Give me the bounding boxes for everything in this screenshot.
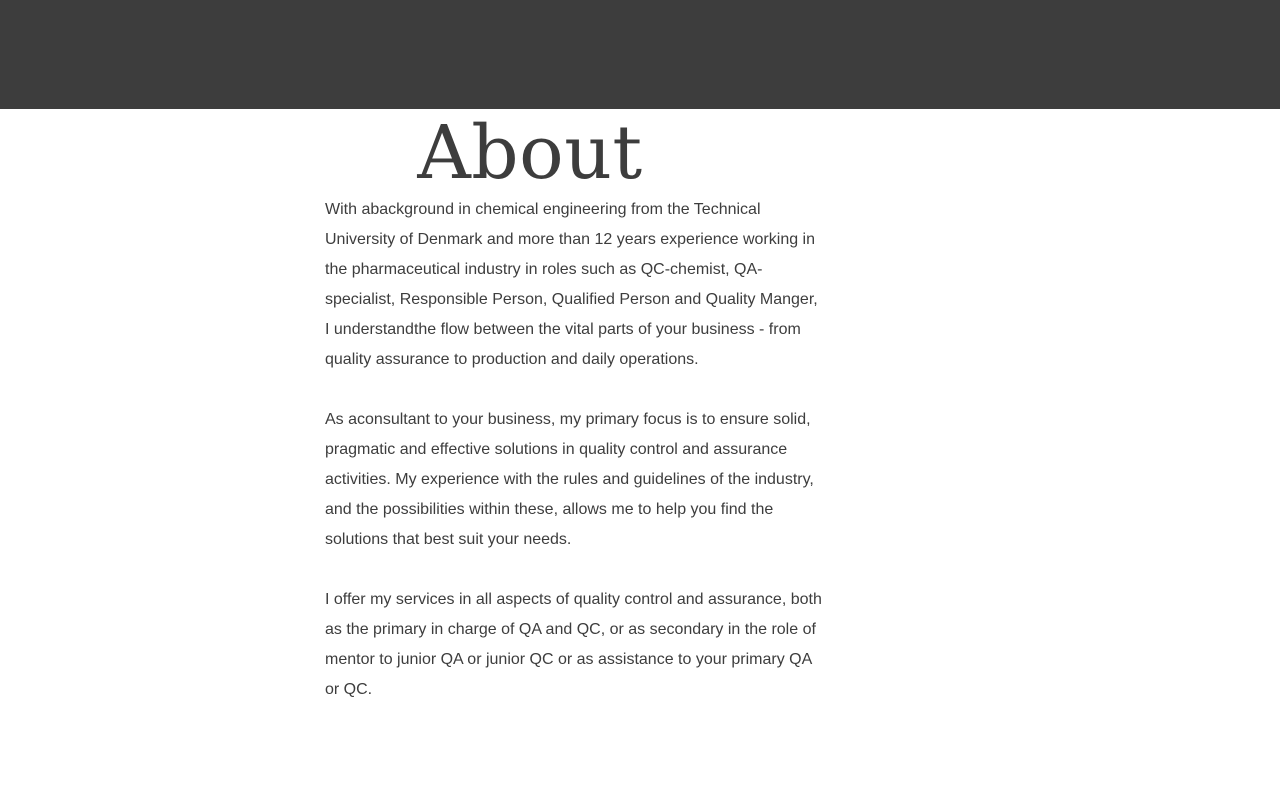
header-bar [0, 0, 1280, 109]
about-paragraph-services: I offer my services in all aspects of quality control and assurance, both as the primary in charge of QA and QC, or as secondary in the role of mentor to junior QA or junior QC or as assistance to your primary QA or QC. [325, 591, 822, 698]
about-content [325, 195, 825, 735]
about-paragraph-background: With abackground in chemical engineering from the Technical University of Denmark and more than 12 years experience working in the pharmaceutical industry in roles such as QC-chemist, QA-specialist, Responsible Person, Qualified Person and Quality Manger, I understandthe flow between the vital parts of your business - from quality assurance to production and daily operations. [325, 201, 818, 368]
about-paragraph-consultant: As aconsultant to your business, my primary focus is to ensure solid, pragmatic and effective solutions in quality control and assurance activities. My experience with the rules and guidelines of the industry, and the possibilities within these, allows me to help you find the solutions that best suit your needs. [325, 411, 814, 548]
page-title: About [417, 110, 643, 196]
